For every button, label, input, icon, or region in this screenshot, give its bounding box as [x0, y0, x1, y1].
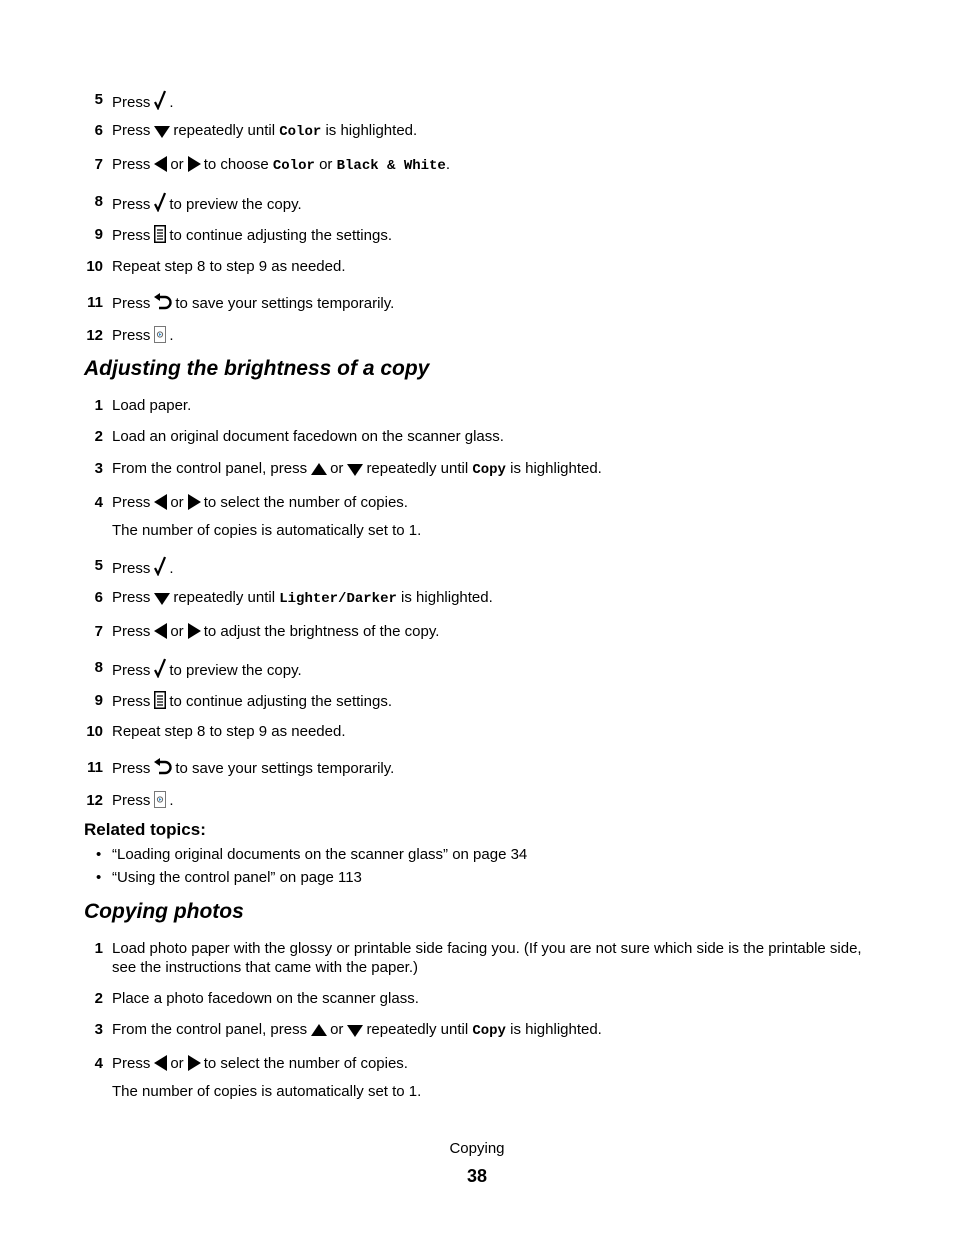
- step-number: 4: [94, 1055, 103, 1072]
- start-icon: [154, 326, 166, 348]
- step-number: 9: [94, 692, 103, 709]
- section-heading-photos: Copying photos: [84, 900, 244, 923]
- section-heading-brightness: Adjusting the brightness of a copy: [84, 357, 430, 380]
- step-10: 10 Repeat step 8 to step 9 as needed.: [84, 257, 874, 276]
- right-arrow-icon: [188, 156, 201, 177]
- bullet-icon: •: [96, 869, 102, 886]
- step-number: 2: [94, 990, 103, 1007]
- step-12: 12 Press .: [84, 791, 874, 813]
- down-arrow-icon: [154, 591, 170, 610]
- step-6: 6 Press repeatedly until Lighter/Darker is highlighted.: [84, 588, 874, 610]
- step-note: The number of copies is automatically set to 1.: [112, 1083, 422, 1100]
- step-number: 10: [86, 258, 103, 275]
- step-number: 12: [86, 792, 103, 809]
- step-8: 8 Press to preview the copy.: [84, 658, 874, 683]
- related-topic-link[interactable]: • “Using the control panel” on page 113: [96, 869, 362, 886]
- right-arrow-icon: [188, 1055, 201, 1076]
- step-9: 9 Press to continue adjusting the settings.: [84, 691, 874, 714]
- step-number: 7: [94, 156, 103, 173]
- down-arrow-icon: [154, 124, 170, 143]
- step-number: 8: [94, 659, 103, 676]
- step-12: 12 Press .: [84, 326, 874, 348]
- up-arrow-icon: [311, 1023, 327, 1042]
- step-number: 11: [87, 759, 103, 776]
- step-number: 3: [94, 1021, 103, 1038]
- left-arrow-icon: [154, 623, 167, 644]
- step-3: 3 From the control panel, press or repeatedly until Copy is highlighted.: [84, 459, 874, 481]
- bullet-icon: •: [96, 846, 102, 863]
- up-arrow-icon: [311, 462, 327, 481]
- step-4: 4 Press or to select the number of copies.: [84, 493, 874, 515]
- step-11: 11 Press to save your settings temporarily.: [84, 758, 874, 781]
- step-number: 2: [94, 428, 103, 445]
- step-number: 4: [94, 494, 103, 511]
- step-2: 2 Load an original document facedown on the scanner glass.: [84, 427, 874, 446]
- step-1: 1 Load paper.: [84, 396, 874, 415]
- right-arrow-icon: [188, 623, 201, 644]
- related-topics-heading: Related topics:: [84, 820, 206, 839]
- step-6: 6 Press repeatedly until Color is highlighted.: [84, 121, 874, 143]
- checkmark-icon: [154, 556, 166, 581]
- step-number: 9: [94, 226, 103, 243]
- step-number: 5: [94, 91, 103, 108]
- step-number: 1: [94, 397, 103, 414]
- page-number: 38: [466, 1166, 488, 1186]
- step-number: 11: [87, 294, 103, 311]
- step-number: 10: [86, 723, 103, 740]
- checkmark-icon: [154, 90, 166, 115]
- step-5: 5 Press .: [84, 90, 874, 115]
- step-8: 8 Press to preview the copy.: [84, 192, 874, 217]
- step-1: 1 Load photo paper with the glossy or printable side facing you. (If you are not sure which side is the printable side, see the instructions that came with the paper.): [84, 939, 874, 977]
- step-9: 9 Press to continue adjusting the settings.: [84, 225, 874, 248]
- left-arrow-icon: [154, 494, 167, 515]
- back-icon: [154, 758, 172, 781]
- checkmark-icon: [154, 192, 166, 217]
- back-icon: [154, 293, 172, 316]
- step-number: 7: [94, 623, 103, 640]
- step-number: 3: [94, 460, 103, 477]
- step-4: 4 Press or to select the number of copies.: [84, 1054, 874, 1076]
- step-10: 10 Repeat step 8 to step 9 as needed.: [84, 722, 874, 741]
- menu-icon: [154, 691, 166, 714]
- step-number: 12: [86, 327, 103, 344]
- step-number: 6: [94, 122, 103, 139]
- start-icon: [154, 791, 166, 813]
- step-number: 5: [94, 557, 103, 574]
- step-2: 2 Place a photo facedown on the scanner glass.: [84, 989, 874, 1008]
- down-arrow-icon: [347, 1023, 363, 1042]
- step-note: The number of copies is automatically set to 1.: [112, 522, 422, 539]
- step-number: 8: [94, 193, 103, 210]
- menu-icon: [154, 225, 166, 248]
- step-3: 3 From the control panel, press or repeatedly until Copy is highlighted.: [84, 1020, 874, 1042]
- step-7: 7 Press or to choose Color or Black & White.: [84, 155, 874, 177]
- step-11: 11 Press to save your settings temporarily.: [84, 293, 874, 316]
- left-arrow-icon: [154, 156, 167, 177]
- step-number: 6: [94, 589, 103, 606]
- footer-chapter-label: Copying: [449, 1140, 505, 1157]
- checkmark-icon: [154, 658, 166, 683]
- step-number: 1: [94, 940, 103, 957]
- step-5: 5 Press .: [84, 556, 874, 581]
- related-topic-link[interactable]: • “Loading original documents on the scanner glass” on page 34: [96, 846, 528, 863]
- step-7: 7 Press or to adjust the brightness of the copy.: [84, 622, 874, 644]
- right-arrow-icon: [188, 494, 201, 515]
- down-arrow-icon: [347, 462, 363, 481]
- left-arrow-icon: [154, 1055, 167, 1076]
